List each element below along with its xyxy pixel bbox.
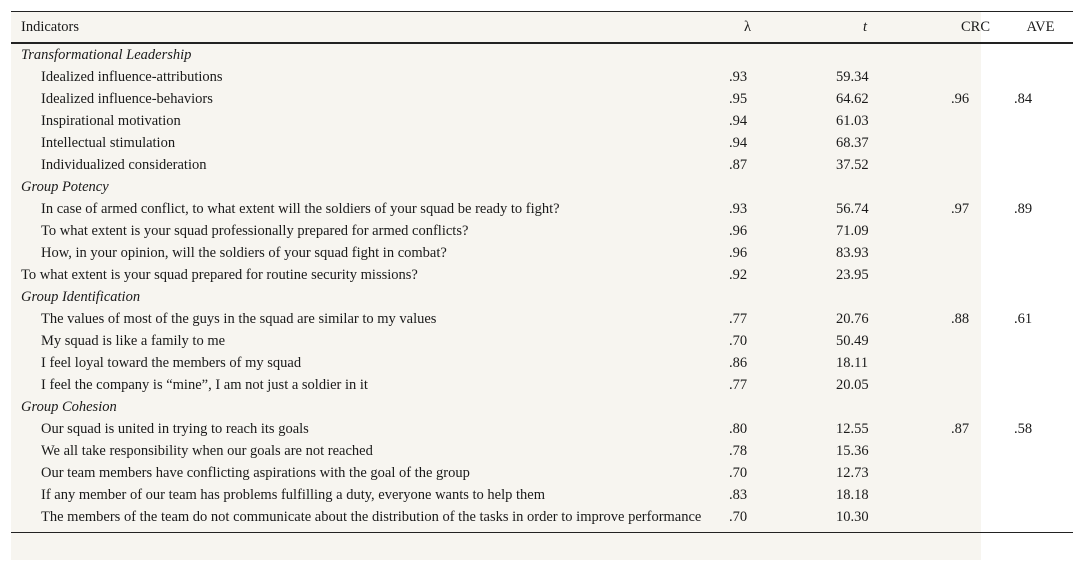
crc-value [943, 154, 1008, 176]
lambda-value: .80 [729, 421, 748, 437]
t-value: 12.55 [836, 421, 869, 437]
crc-value [943, 242, 1008, 264]
indicator-label: I feel the company is “mine”, I am not just a soldier in it [41, 377, 368, 393]
ave-value [1008, 132, 1073, 154]
lambda-value: .96 [729, 245, 748, 261]
crc-value: .96 [951, 91, 970, 107]
group-header-group-cohesion: Group Cohesion [21, 399, 117, 415]
crc-value [943, 506, 1008, 533]
t-value: 10.30 [836, 509, 869, 525]
table-row [11, 352, 1073, 374]
lambda-value: .77 [729, 377, 748, 393]
indicator-label: Our squad is united in trying to reach its goals [41, 421, 309, 437]
table-row [11, 308, 1073, 330]
t-value: 68.37 [836, 135, 869, 151]
lambda-value: .70 [729, 509, 748, 525]
table-row [11, 484, 1073, 506]
table-row [11, 330, 1073, 352]
ave-value [1008, 484, 1073, 506]
table-row [11, 242, 1073, 264]
indicator-label: Idealized influence-behaviors [41, 91, 213, 107]
lambda-value: .70 [729, 333, 748, 349]
table-row [11, 418, 1073, 440]
crc-value [943, 66, 1008, 88]
header-crc: CRC [960, 18, 990, 35]
indicator-label: We all take responsibility when our goals are not reached [41, 443, 373, 459]
group-header-group-potency: Group Potency [21, 179, 109, 195]
header-indicators: Indicators [21, 18, 79, 35]
lambda-value: .93 [729, 201, 748, 217]
t-value: 15.36 [836, 443, 869, 459]
indicator-label: To what extent is your squad prepared for routine security missions? [21, 267, 418, 283]
crc-value [943, 462, 1008, 484]
indicator-label: I feel loyal toward the members of my squad [41, 355, 302, 371]
ave-value: .84 [1014, 91, 1033, 107]
t-value: 61.03 [836, 113, 869, 129]
ave-value [1008, 374, 1073, 396]
ave-value [1008, 440, 1073, 462]
header-t: t [863, 18, 868, 35]
crc-value: .87 [951, 421, 970, 437]
ave-value: .58 [1014, 421, 1033, 437]
table-row [11, 88, 1073, 110]
lambda-value: .92 [729, 267, 748, 283]
t-value: 18.18 [836, 487, 869, 503]
indicators-table [11, 11, 1073, 533]
table-row [11, 374, 1073, 396]
lambda-value: .87 [729, 157, 748, 173]
table-row [11, 154, 1073, 176]
t-value: 64.62 [836, 91, 869, 107]
crc-value: .88 [951, 311, 970, 327]
lambda-value: .95 [729, 91, 748, 107]
t-value: 20.76 [836, 311, 869, 327]
indicator-label: Idealized influence-attributions [41, 69, 223, 85]
table-row [11, 440, 1073, 462]
ave-value [1008, 264, 1073, 286]
ave-value [1008, 220, 1073, 242]
indicator-label: How, in your opinion, will the soldiers of your squad fight in combat? [41, 245, 447, 261]
ave-value [1008, 330, 1073, 352]
t-value: 20.05 [836, 377, 869, 393]
indicator-label: In case of armed conflict, to what extent will the soldiers of your squad be ready to fight? [41, 201, 560, 217]
header-row [11, 12, 1073, 44]
t-value: 50.49 [836, 333, 869, 349]
t-value: 37.52 [836, 157, 869, 173]
lambda-value: .94 [729, 113, 748, 129]
crc-value [943, 264, 1008, 286]
t-value: 71.09 [836, 223, 869, 239]
table-row [11, 506, 1073, 533]
lambda-value: .93 [729, 69, 748, 85]
crc-value [943, 484, 1008, 506]
ave-value: .89 [1014, 201, 1033, 217]
table-row [11, 132, 1073, 154]
header-lambda: λ [744, 18, 752, 35]
table-row [11, 198, 1073, 220]
t-value: 56.74 [836, 201, 869, 217]
ave-value: .61 [1014, 311, 1033, 327]
lambda-value: .70 [729, 465, 748, 481]
lambda-value: .86 [729, 355, 748, 371]
crc-value [943, 110, 1008, 132]
table-row [11, 264, 1073, 286]
t-value: 18.11 [836, 355, 869, 371]
indicator-label: The values of most of the guys in the squad are similar to my values [41, 311, 437, 327]
header-ave: AVE [1026, 18, 1055, 35]
ave-value [1008, 154, 1073, 176]
indicator-label: Inspirational motivation [41, 113, 181, 129]
table-row [11, 66, 1073, 88]
crc-value [943, 440, 1008, 462]
lambda-value: .78 [729, 443, 748, 459]
indicator-label: The members of the team do not communicate about the distribution of the tasks in order to improve performance [41, 509, 702, 525]
crc-value [943, 330, 1008, 352]
group-header-group-identification: Group Identification [21, 289, 141, 305]
lambda-value: .83 [729, 487, 748, 503]
lambda-value: .96 [729, 223, 748, 239]
ave-value [1008, 506, 1073, 533]
lambda-value: .94 [729, 135, 748, 151]
ave-value [1008, 110, 1073, 132]
ave-value [1008, 352, 1073, 374]
ave-value [1008, 462, 1073, 484]
t-value: 12.73 [836, 465, 869, 481]
indicator-label: Individualized consideration [41, 157, 207, 173]
crc-value [943, 132, 1008, 154]
lambda-value: .77 [729, 311, 748, 327]
crc-value [943, 374, 1008, 396]
ave-value [1008, 242, 1073, 264]
table-row [11, 462, 1073, 484]
t-value: 59.34 [836, 69, 869, 85]
indicator-label: To what extent is your squad professionally prepared for armed conflicts? [41, 223, 469, 239]
crc-value [943, 352, 1008, 374]
indicator-label: If any member of our team has problems fulfilling a duty, everyone wants to help them [41, 487, 546, 503]
crc-value [943, 220, 1008, 242]
table-container [11, 11, 1055, 560]
table-row [11, 110, 1073, 132]
table-row [11, 220, 1073, 242]
crc-value: .97 [951, 201, 970, 217]
indicator-label: My squad is like a family to me [41, 333, 226, 349]
indicator-label: Our team members have conflicting aspirations with the goal of the group [41, 465, 470, 481]
t-value: 83.93 [836, 245, 869, 261]
ave-value [1008, 66, 1073, 88]
group-header-transformational-leadership: Transformational Leadership [21, 47, 192, 63]
indicator-label: Intellectual stimulation [41, 135, 176, 151]
t-value: 23.95 [836, 267, 869, 283]
